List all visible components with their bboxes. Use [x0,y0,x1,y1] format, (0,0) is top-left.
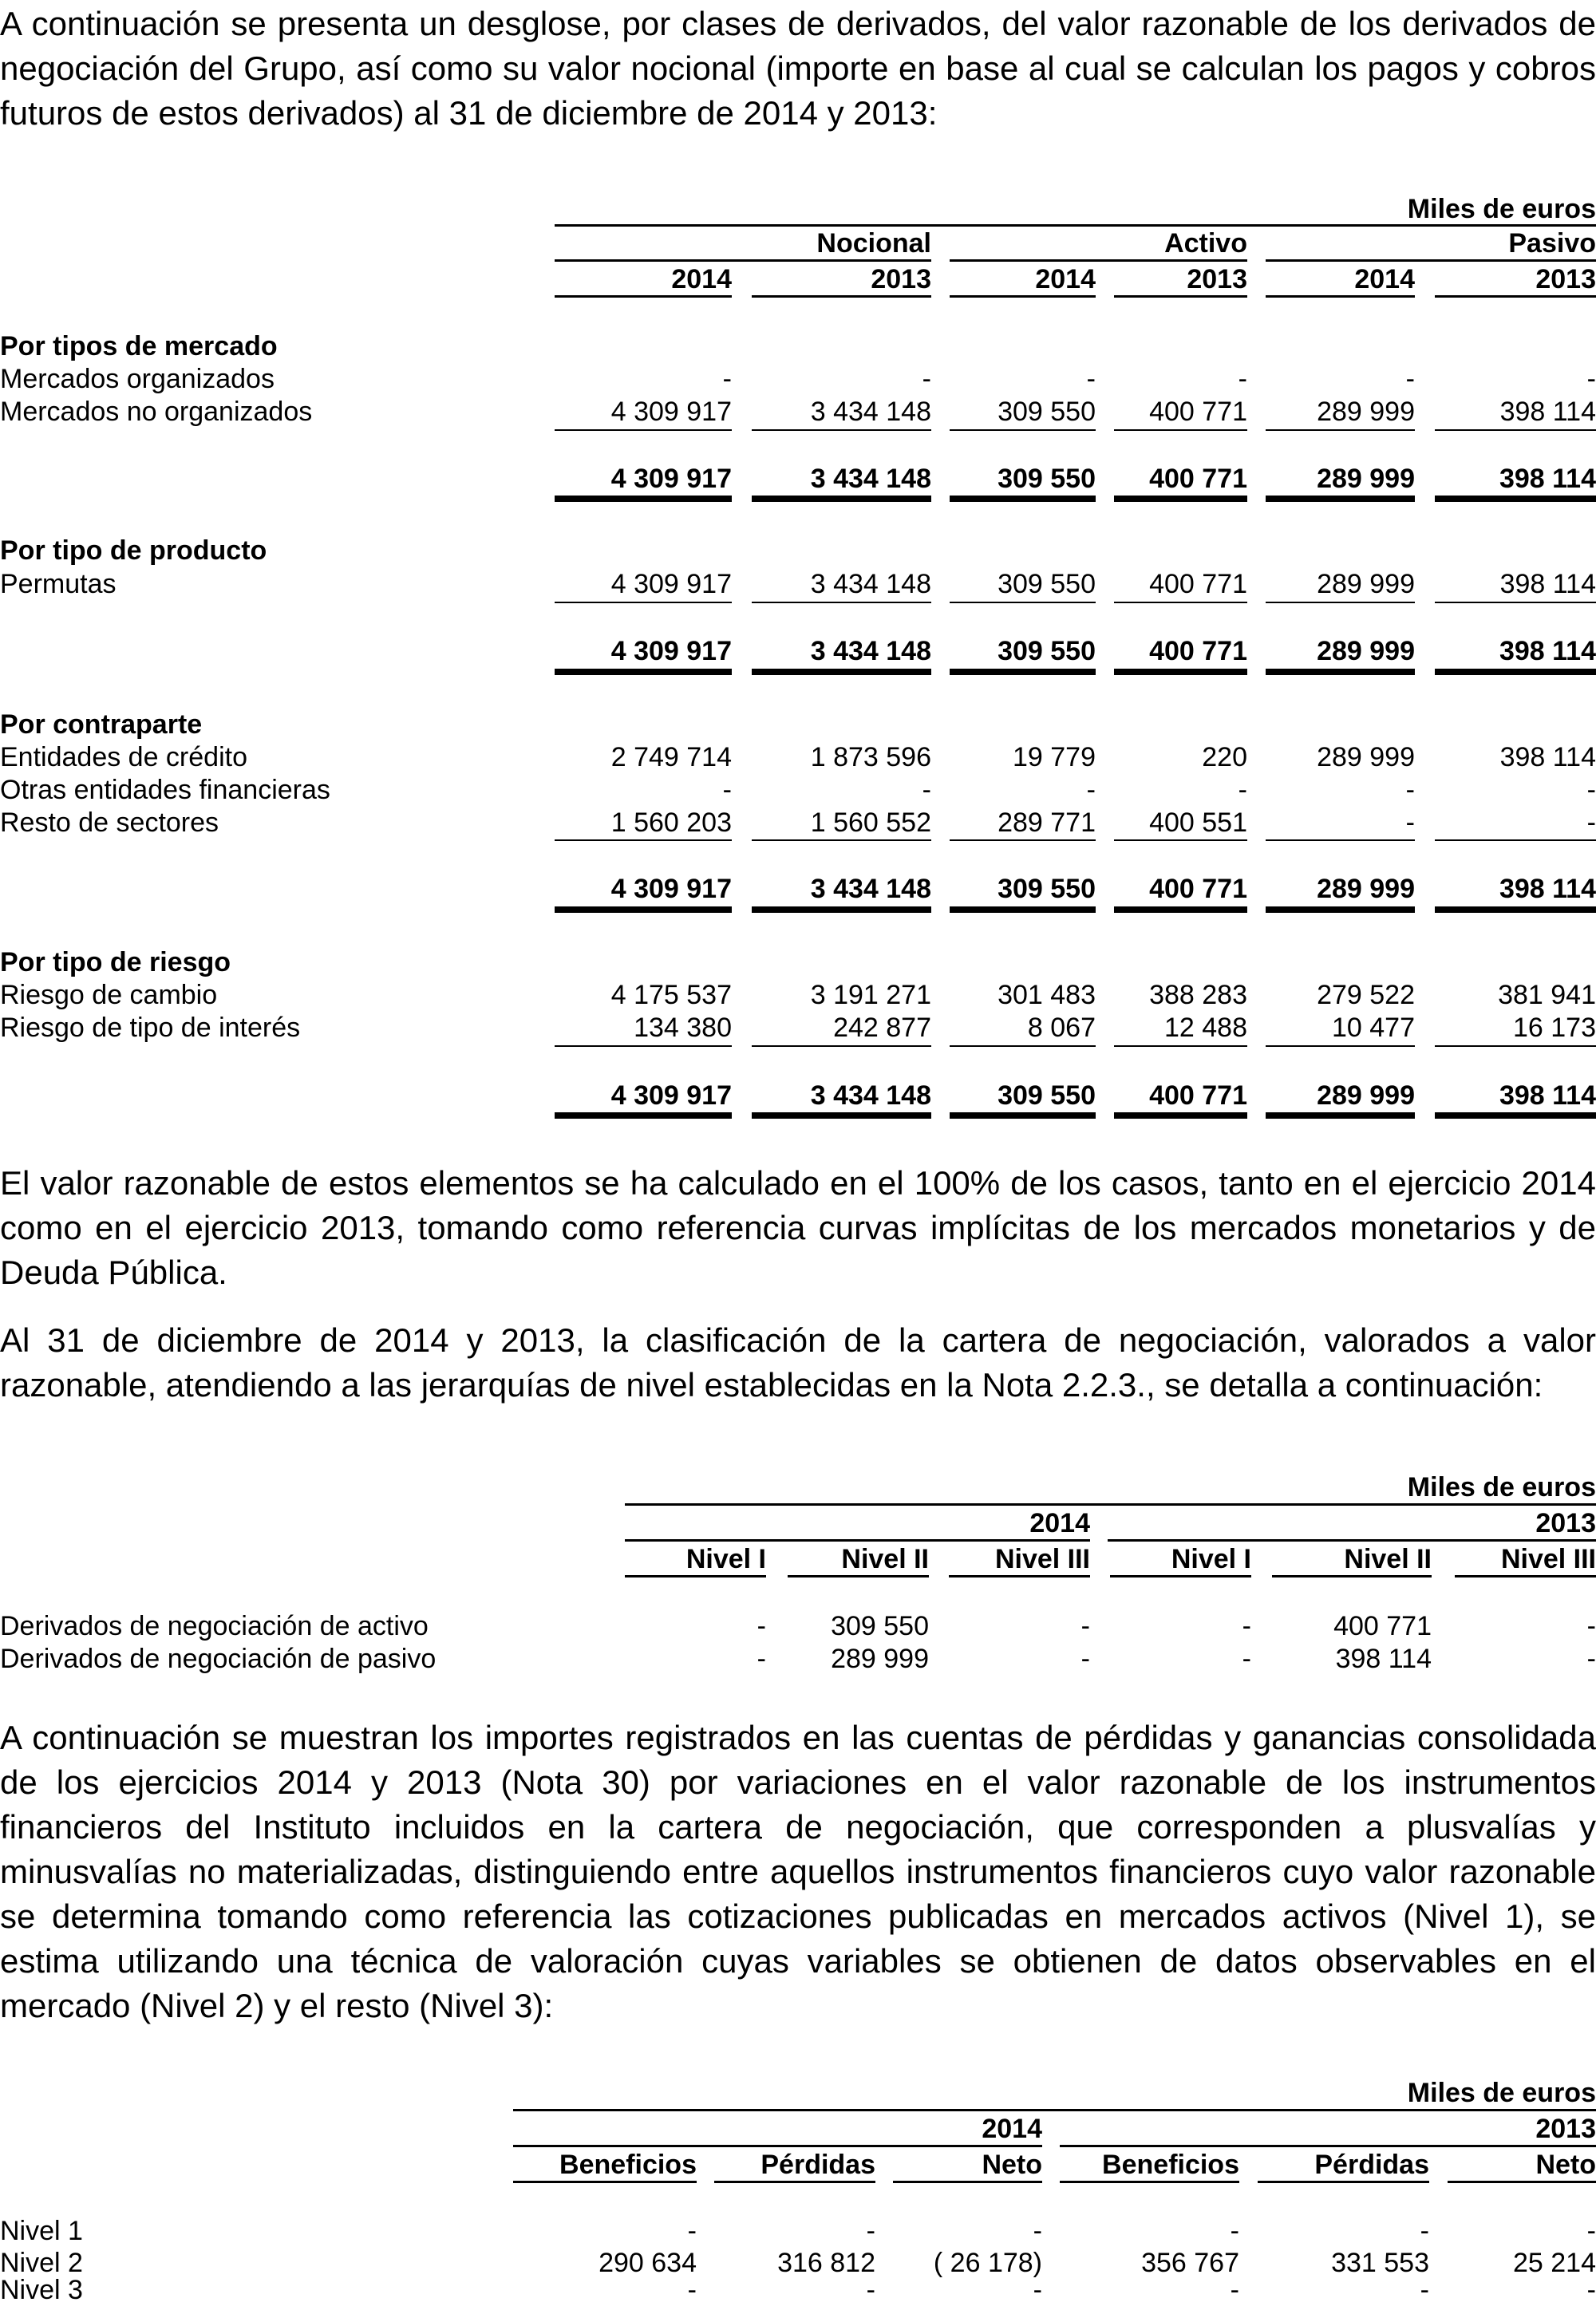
rule [1266,295,1415,298]
total-cell: 4 309 917 [610,636,732,666]
cell: 4 309 917 [610,569,732,599]
cell: - [757,1611,766,1641]
rule [1435,906,1596,913]
cell: 400 771 [1149,569,1247,599]
year-header-2014: 2014 [982,2114,1042,2144]
rule [1435,295,1596,298]
rule [1110,1575,1251,1577]
cell: 279 522 [1317,980,1415,1010]
cell: 301 483 [998,980,1096,1010]
rule [1435,1112,1596,1119]
rule [752,1045,931,1047]
year-header-2013: 2013 [1535,2114,1596,2144]
section-heading: Por tipos de mercado [0,331,278,361]
rule [555,429,732,431]
cell: 400 771 [1149,397,1247,427]
total-cell: 400 771 [1149,1080,1247,1111]
rule [1266,669,1415,675]
rule [950,496,1096,502]
rule [893,2181,1042,2183]
cell: 290 634 [598,2248,697,2278]
rule [1114,295,1247,298]
cell: - [1586,1644,1596,1674]
cell: 289 999 [1317,742,1415,772]
rule [1435,602,1596,603]
rule [950,839,1096,841]
rule [555,839,732,841]
fair-value-paragraph: El valor razonable de estos elementos se ha calculado en el 100% de los casos, tanto en el ejercicio 2014 como en el ejercicio 2013, tomando como referencia curvas implícitas de los mercados monetarios y de Deuda Pública. [0,1164,1596,1291]
rule [513,2145,1042,2147]
rule [788,1575,929,1577]
cell: 10 477 [1332,1013,1415,1043]
rule [950,429,1096,431]
year-header: 2014 [1354,264,1415,294]
rule [1266,1112,1415,1119]
rule [1272,1575,1432,1577]
table-unit: Miles de euros [1407,194,1596,224]
rule [950,295,1096,298]
year-header: 2013 [871,264,931,294]
intro-paragraph: A continuación se presenta un desglose, por clases de derivados, del valor razonable de los derivados de negociación del Grupo, así como su valor nocional (importe en base al cual se calculan los pagos y cobros futuros de estos derivados) al 31 de diciembre de 2014 y 2013: [0,5,1596,132]
rule [1060,2145,1596,2147]
row-label: Mercados organizados [0,364,275,394]
year-header: 2013 [1187,264,1247,294]
row-label: Resto de sectores [0,807,219,838]
rule [1114,496,1247,502]
rule [1435,839,1596,841]
cell: 8 067 [1027,1013,1096,1043]
cell: - [687,2275,697,2305]
total-cell: 3 434 148 [810,1080,931,1111]
classification-paragraph: Al 31 de diciembre de 2014 y 2013, la clasificación de la cartera de negociación, valorados a valor razonable, atendiendo a las jerarquías de nivel establecidas en la Nota 2.2.3., se detalla a continuación: [0,1321,1596,1404]
cell: - [1080,1644,1090,1674]
cell: - [1033,2275,1042,2305]
row-label: Riesgo de tipo de interés [0,1013,301,1043]
total-cell: 3 434 148 [810,874,931,904]
total-cell: 3 434 148 [810,464,931,494]
rule [1448,2181,1596,2183]
column-header: Neto [982,2150,1042,2180]
cell: - [1586,775,1596,805]
rule [1266,602,1415,603]
cell: 134 380 [634,1013,732,1043]
rule [555,1045,732,1047]
cell: 398 114 [1499,742,1596,772]
group-header-nocional: Nocional [816,228,931,259]
row-label: Nivel 3 [0,2275,83,2305]
rule [752,1112,931,1119]
rule [625,1503,1596,1506]
total-cell: 289 999 [1317,464,1415,494]
year-header: 2013 [1535,264,1596,294]
rule [950,1112,1096,1119]
total-cell: 289 999 [1317,636,1415,666]
cell: - [1242,1611,1251,1641]
cell: - [1242,1644,1251,1674]
total-cell: 309 550 [998,464,1096,494]
cell: 400 551 [1149,807,1247,838]
level-header: Nivel III [994,1544,1090,1574]
total-cell: 4 309 917 [610,1080,732,1111]
cell: 356 767 [1141,2248,1239,2278]
rule [950,259,1247,262]
row-label: Nivel 1 [0,2216,83,2246]
row-label: Permutas [0,569,117,599]
rule [1114,1045,1247,1047]
table-unit: Miles de euros [1407,2078,1596,2108]
cell: 331 553 [1331,2248,1429,2278]
column-header: Beneficios [559,2150,697,2180]
cell: 1 560 552 [810,807,931,838]
total-cell: 400 771 [1149,636,1247,666]
cell: - [1405,807,1415,838]
cell: - [722,364,732,394]
rule [752,839,931,841]
cell: 388 283 [1149,980,1247,1010]
cell: 19 779 [1013,742,1096,772]
level-header: Nivel II [1344,1544,1432,1574]
rule [950,602,1096,603]
cell: - [866,2275,875,2305]
pnl-paragraph: A continuación se muestran los importes registrados en las cuentas de pérdidas y ganancias consolidada de los ejercicios 2014 y 2013 (Nota 30) por variaciones en el valor razonable de los instrumentos financieros del Instituto incluidos en la cartera de negociación, que corresponden a plusvalías y minusvalías no materializadas, distinguiendo entre aquellos instrumentos financieros cuyo valor razonable se determina tomando como referencia las cotizaciones publicadas en mercados activos (Nivel 1), se estima utilizando una técnica de valoración cuyas variables se obtienen de datos observables en el mercado (Nivel 2) y el resto (Nivel 3): [0,1719,1596,2024]
cell: 242 877 [833,1013,931,1043]
column-header: Pérdidas [760,2150,875,2180]
group-header-pasivo: Pasivo [1508,228,1596,259]
year-header: 2014 [1035,264,1096,294]
cell: 12 488 [1164,1013,1247,1043]
rule [555,259,931,262]
cell: 309 550 [831,1611,929,1641]
table-unit: Miles de euros [1407,1472,1596,1502]
cell: 400 771 [1333,1611,1432,1641]
level-header: Nivel I [1171,1544,1251,1574]
rule [714,2181,875,2183]
total-cell: 289 999 [1317,1080,1415,1111]
cell: - [722,775,732,805]
rule [1258,2181,1429,2183]
rule [625,1539,1090,1542]
cell: 3 434 148 [810,397,931,427]
rule [1114,1112,1247,1119]
cell: - [1586,1611,1596,1641]
rule [1114,429,1247,431]
rule [1435,1045,1596,1047]
column-header: Beneficios [1102,2150,1239,2180]
rule [950,1045,1096,1047]
cell: - [1586,364,1596,394]
cell: - [922,364,931,394]
total-cell: 309 550 [998,874,1096,904]
rule [752,429,931,431]
rule [1266,259,1596,262]
cell: - [1086,364,1096,394]
rule [555,224,1596,227]
rule [625,1575,766,1577]
total-cell: 289 999 [1317,874,1415,904]
level-header: Nivel II [841,1544,929,1574]
cell: 289 771 [998,807,1096,838]
cell: 3 191 271 [810,980,931,1010]
rule [1435,496,1596,502]
rule [1060,2181,1239,2183]
rule [1114,602,1247,603]
column-header: Pérdidas [1314,2150,1429,2180]
cell: 4 309 917 [610,397,732,427]
rule [1266,839,1415,841]
cell: 220 [1202,742,1247,772]
rule [752,906,931,913]
rule [1266,496,1415,502]
rule [555,295,732,298]
cell: 25 214 [1513,2248,1596,2278]
total-cell: 309 550 [998,636,1096,666]
cell: - [1238,364,1247,394]
total-cell: 3 434 148 [810,636,931,666]
cell: - [1086,775,1096,805]
rule [513,2109,1596,2111]
group-header-activo: Activo [1164,228,1247,259]
row-label: Otras entidades financieras [0,775,330,805]
year-header-2014: 2014 [1029,1508,1090,1538]
cell: - [1405,364,1415,394]
rule [1455,1575,1596,1577]
total-cell: 398 114 [1499,1080,1596,1111]
total-cell: 398 114 [1499,636,1596,666]
column-header: Neto [1535,2150,1596,2180]
year-header: 2014 [671,264,732,294]
cell: 1 873 596 [810,742,931,772]
cell: - [1420,2275,1429,2305]
cell: - [1230,2216,1239,2246]
cell: - [1586,807,1596,838]
cell: 1 560 203 [610,807,732,838]
rule [752,496,931,502]
cell: - [1238,775,1247,805]
cell: 309 550 [998,397,1096,427]
level-header: Nivel III [1500,1544,1596,1574]
rule [513,2181,697,2183]
rule [950,906,1096,913]
cell: - [866,2216,875,2246]
total-cell: 400 771 [1149,874,1247,904]
total-cell: 309 550 [998,1080,1096,1111]
row-label: Riesgo de cambio [0,980,218,1010]
cell: 309 550 [998,569,1096,599]
cell: 2 749 714 [610,742,732,772]
rule [555,669,732,675]
rule [752,669,931,675]
section-heading: Por tipo de riesgo [0,947,231,977]
total-cell: 398 114 [1499,874,1596,904]
rule [1114,906,1247,913]
cell: 4 175 537 [610,980,732,1010]
rule [1114,839,1247,841]
cell: 3 434 148 [810,569,931,599]
rule [752,295,931,298]
section-heading: Por tipo de producto [0,535,267,566]
rule [555,602,732,603]
cell: 16 173 [1513,1013,1596,1043]
rule [1266,429,1415,431]
cell: 289 999 [1317,397,1415,427]
cell: 289 999 [831,1644,929,1674]
rule [949,1575,1090,1577]
cell: - [922,775,931,805]
total-cell: 4 309 917 [610,464,732,494]
cell: - [687,2216,697,2246]
row-label: Derivados de negociación de activo [0,1611,429,1641]
cell: - [1586,2275,1596,2305]
rule [555,906,732,913]
cell: 398 114 [1499,397,1596,427]
cell: 381 941 [1498,980,1596,1010]
rule [1114,669,1247,675]
total-cell: 398 114 [1499,464,1596,494]
total-cell: 4 309 917 [610,874,732,904]
cell: - [1080,1611,1090,1641]
cell: 398 114 [1335,1644,1432,1674]
rule [1266,1045,1415,1047]
row-label: Derivados de negociación de pasivo [0,1644,437,1674]
section-heading: Por contraparte [0,709,203,740]
cell: - [1586,2216,1596,2246]
total-cell: 400 771 [1149,464,1247,494]
row-label: Mercados no organizados [0,397,313,427]
rule [752,602,931,603]
cell: ( 26 178) [933,2248,1042,2278]
row-label: Nivel 2 [0,2248,83,2278]
rule [1435,669,1596,675]
cell: 398 114 [1499,569,1596,599]
year-header-2013: 2013 [1535,1508,1596,1538]
cell: - [757,1644,766,1674]
rule [555,1112,732,1119]
cell: - [1405,775,1415,805]
level-header: Nivel I [685,1544,766,1574]
rule [1108,1539,1596,1542]
rule [1435,429,1596,431]
cell: - [1420,2216,1429,2246]
cell: 316 812 [777,2248,875,2278]
cell: - [1230,2275,1239,2305]
row-label: Entidades de crédito [0,742,247,772]
rule [950,669,1096,675]
rule [555,496,732,502]
cell: - [1033,2216,1042,2246]
rule [1266,906,1415,913]
cell: 289 999 [1317,569,1415,599]
